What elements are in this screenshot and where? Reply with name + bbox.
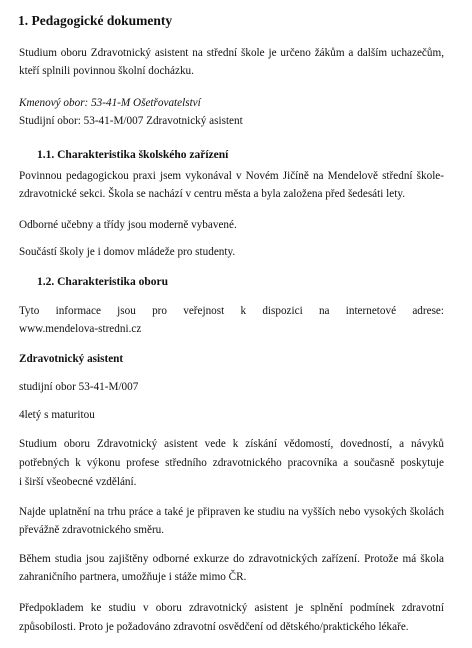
website-address: www.mendelova-stredni.cz: [19, 323, 142, 335]
info-line-1: Tyto informace jsou pro veřejnost k dispozici na internetové adrese:: [19, 305, 444, 317]
uplatneni-para-line-2: převážně zdravotnického směru.: [19, 524, 165, 536]
section-title-pedagogicke-dokumenty: 1. Pedagogické dokumenty: [18, 13, 173, 28]
studium-para-line-3: i širší všeobecné vzdělání.: [19, 476, 137, 488]
studijni-obor: Studijní obor: 53-41-M/007 Zdravotnický asistent: [19, 115, 243, 127]
subsection-title-charakteristika-oboru: 1.2. Charakteristika oboru: [37, 276, 168, 288]
school-para-2: Odborné učebny a třídy jsou moderně vybavené.: [19, 219, 237, 231]
predpoklad-para-line-1: Předpokladem ke studiu v oboru zdravotnický asistent je splnění podmínek zdravotní: [19, 602, 444, 614]
studium-para-line-1: Studium oboru Zdravotnický asistent vede k získání vědomostí, dovedností, a návyků: [19, 438, 444, 450]
kmenovy-obor: Kmenový obor: 53-41-M Ošetřovatelství: [19, 97, 201, 109]
duration: 4letý s maturitou: [19, 409, 95, 421]
subsection-title-charakteristika-skolskeho-zarizeni: 1.1. Charakteristika školského zařízení: [37, 149, 229, 161]
subheading-zdravotnicky-asistent: Zdravotnický asistent: [19, 353, 124, 365]
obor-code: studijní obor 53-41-M/007: [19, 381, 139, 393]
uplatneni-para-line-1: Najde uplatnění na trhu práce a také je připraven ke studiu na vyšších nebo vysokých školách: [19, 506, 444, 518]
school-para-line-1: Povinnou pedagogickou praxi jsem vykonával v Novém Jičíně na Mendelově střední škole-: [19, 170, 444, 182]
exkurze-para-line-1: Během studia jsou zajištěny odborné exkurze do zdravotnických zařízení. Protože má škola: [19, 553, 444, 565]
school-para-line-2: zdravotnické sekci. Škola se nachází v centru města a byla založena před šedesáti lety.: [19, 188, 406, 200]
exkurze-para-line-2: zahraničního partnera, umožňuje i stáže mimo ČR.: [19, 571, 247, 583]
school-para-3: Součástí školy je i domov mládeže pro studenty.: [19, 246, 236, 258]
intro-line-1: Studium oboru Zdravotnický asistent na střední škole je určeno žákům a dalším uchazečům,: [19, 47, 444, 59]
intro-line-2: kteří splnili povinnou školní docházku.: [19, 65, 194, 77]
studium-para-line-2: potřebných k výkonu profese středního zdravotnického pracovníka a současně poskytuje: [19, 457, 444, 469]
predpoklad-para-line-2: způsobilosti. Proto je požadováno zdravotní osvědčení od dětského/praktického lékaře.: [19, 621, 409, 633]
